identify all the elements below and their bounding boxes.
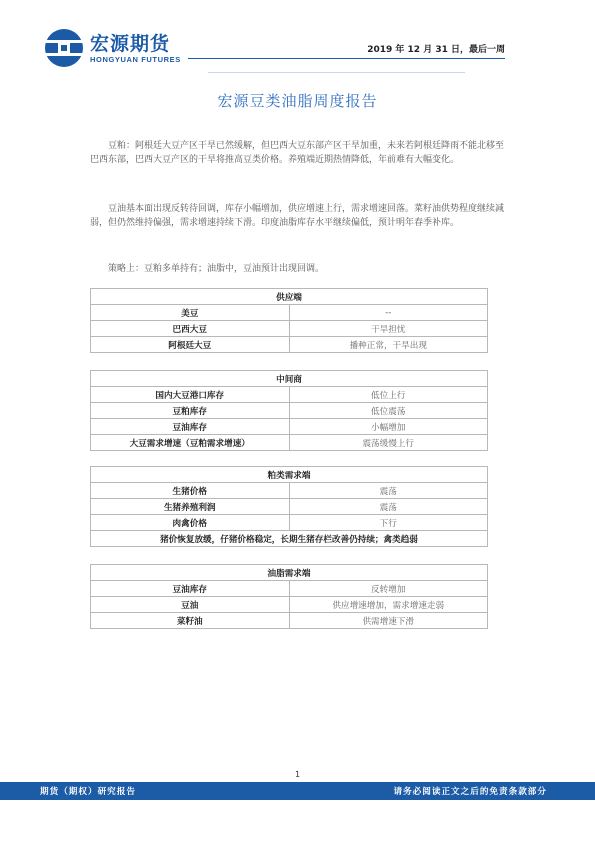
footer-report-type: 期货（期权）研究报告 <box>40 787 136 797</box>
table-row: 豆油 供应增速增加，需求增速走弱 <box>91 597 488 613</box>
table-row: 菜籽油 供需增速下滑 <box>91 613 488 629</box>
table-row: 阿根廷大豆 播种正常，干旱出现 <box>91 337 488 353</box>
table-oil-demand <box>90 564 488 629</box>
table-header: 中间商 <box>91 371 488 387</box>
footer-disclaimer: 请务必阅读正文之后的免责条款部分 <box>393 787 547 797</box>
table-intermediary <box>90 370 488 451</box>
table-row: 国内大豆港口库存 低位上行 <box>91 387 488 403</box>
table-note: 猪价恢复放缓，仔猪价格稳定，长期生猪存栏改善仍持续；禽类趋弱 <box>91 531 488 547</box>
header-divider <box>188 58 505 59</box>
title-divider <box>208 72 465 73</box>
table-header: 粕类需求端 <box>91 467 488 483</box>
report-title: 宏源豆类油脂周度报告 <box>217 92 378 110</box>
table-row: 豆油库存 反转增加 <box>91 581 488 597</box>
hongyuan-logo-icon <box>44 28 84 68</box>
table-row: 豆粕库存 低位震荡 <box>91 403 488 419</box>
table-meal-demand <box>90 466 488 547</box>
table-row: 生猪养殖利润 震荡 <box>91 499 488 515</box>
paragraph-soymeal: 豆粕：阿根廷大豆产区干旱已然缓解，但巴西大豆东部产区干旱加重，未来若阿根廷降雨不能北移至巴西东部，巴西大豆产区的干旱将推高豆类价格。养殖端近期热情降低，年前难有大幅变化。 <box>90 141 505 165</box>
table-row: 肉禽价格 下行 <box>91 515 488 531</box>
table-row: 大豆需求增速（豆粕需求增速） 震荡缓慢上行 <box>91 435 488 451</box>
footer-bar <box>0 782 595 800</box>
table-row: 美豆 -- <box>91 305 488 321</box>
table-row <box>91 531 488 547</box>
report-date: 2019 年 12 月 31 日，最后一周 <box>367 45 505 55</box>
table-row: 生猪价格 震荡 <box>91 483 488 499</box>
paragraph-soyoil: 豆油基本面出现反转待回调，库存小幅增加，供应增速上行，需求增速回落。菜籽油供势程度继续减弱，但仍然维持偏强，需求增速持续下滑。印度油脂库存水平继续偏低，预计明年春季补库。 <box>90 204 505 228</box>
table-row: 巴西大豆 干旱担忧 <box>91 321 488 337</box>
company-logo <box>44 28 181 68</box>
table-supply <box>90 288 488 353</box>
logo-english-name: HONGYUAN FUTURES <box>90 54 181 64</box>
paragraph-strategy: 策略上：豆粕多单持有；油脂中，豆油预计出现回调。 <box>108 264 325 274</box>
logo-chinese-name: 宏源期货 <box>90 32 171 55</box>
page-number: 1 <box>294 770 301 779</box>
table-row: 豆油库存 小幅增加 <box>91 419 488 435</box>
table-header: 油脂需求端 <box>91 565 488 581</box>
table-header: 供应端 <box>91 289 488 305</box>
